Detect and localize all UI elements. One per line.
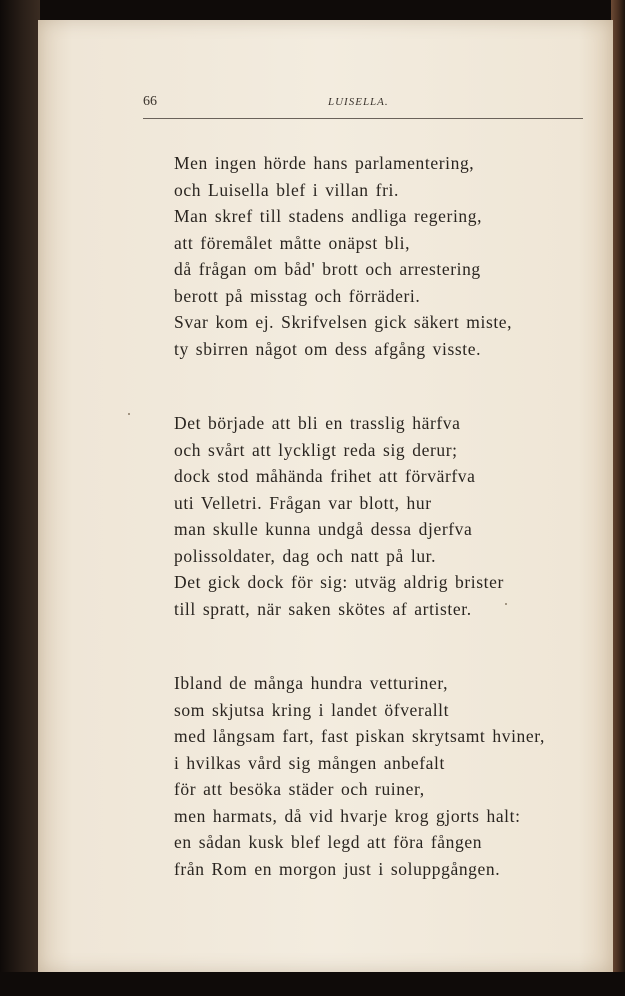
verse-line: man skulle kunna undgå dessa djerfva: [174, 519, 473, 539]
verse-line: till spratt, när saken skötes af artister.: [174, 598, 472, 619]
stanza: [174, 410, 504, 622]
book-cover-edge: [611, 0, 625, 996]
verse-line: för att besöka städer och ruiner,: [174, 779, 425, 799]
verse-line: dock stod måhända frihet att förvärfva: [174, 466, 476, 486]
page-header: [143, 92, 583, 119]
verse-line: som skjutsa kring i landet öfverallt: [174, 699, 450, 720]
page-paper: [38, 20, 613, 972]
verse-line: Men ingen hörde hans parlamentering,: [174, 153, 475, 173]
verse-line: med långsam fart, fast piskan skrytsamt hviner,: [174, 726, 545, 746]
paper-speck: [128, 413, 130, 415]
verse-line: uti Velletri. Frågan var blott, hur: [174, 492, 432, 513]
verse-line: Det började att bli en trasslig härfva: [174, 413, 461, 433]
stanza: [174, 150, 512, 362]
verse-line: Ibland de många hundra vetturiner,: [174, 673, 449, 693]
verse-line: berott på misstag och förräderi.: [174, 285, 421, 306]
stanza: [174, 670, 545, 882]
verse-line: Det gick dock för sig: utväg aldrig brister: [174, 572, 504, 592]
verse-line: då frågan om båd' brott och arrestering: [174, 259, 481, 279]
running-title: LUISELLA.: [328, 96, 389, 108]
verse-line: i hvilkas vård sig mången anbefalt: [174, 752, 445, 773]
verse-line: ty sbirren något om dess afgång visste.: [174, 338, 482, 359]
verse-line: Man skref till stadens andliga regering,: [174, 206, 483, 226]
verse-line: men harmats, då vid hvarje krog gjorts halt:: [174, 805, 521, 826]
scan-bottom-border: [0, 972, 625, 996]
verse-line: polissoldater, dag och natt på lur.: [174, 545, 437, 566]
verse-line: från Rom en morgon just i soluppgången.: [174, 858, 501, 879]
page-number: 66: [143, 94, 157, 109]
verse-line: och Luisella blef i villan fri.: [174, 179, 399, 200]
paper-speck: [505, 603, 507, 605]
verse-line: och svårt att lyckligt reda sig derur;: [174, 439, 458, 460]
verse-line: en sådan kusk blef legd att föra fången: [174, 832, 483, 852]
book-binding-edge: [0, 0, 40, 996]
verse-line: Svar kom ej. Skrifvelsen gick säkert miste,: [174, 312, 513, 332]
verse-line: att föremålet måtte onäpst bli,: [174, 232, 411, 253]
scan-top-border: [0, 0, 625, 20]
